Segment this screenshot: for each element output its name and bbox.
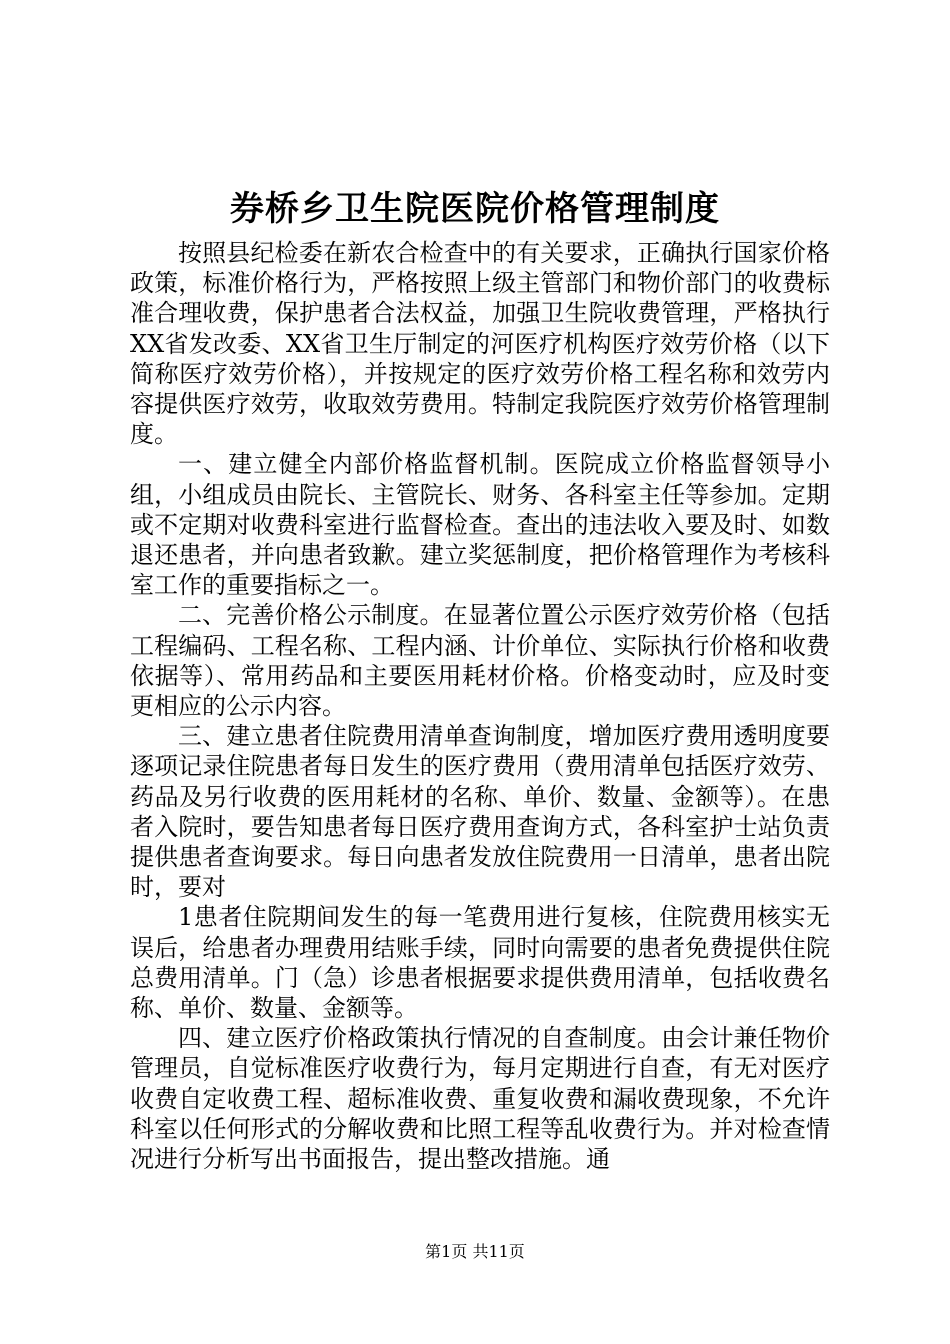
document-body — [130, 238, 830, 1174]
page-footer: 第1页 共11页 — [425, 1242, 525, 1261]
paragraph-section-3-continued: 1患者住院期间发生的每一笔费用进行复核，住院费用核实无误后，给患者办理费用结账手续，同时向需要的患者免费提供住院总费用清单。门（急）诊患者根据要求提供费用清单，包括收费名称、单价、数量、金额等。 — [130, 903, 830, 1023]
paragraph-intro: 按照县纪检委在新农合检查中的有关要求，正确执行国家价格政策，标准价格行为，严格按照上级主管部门和物价部门的收费标准合理收费，保护患者合法权益，加强卫生院收费管理，严格执行XX省发改委、XX省卫生厅制定的河医疗机构医疗效劳价格（以下简称医疗效劳价格），并按规定的医疗效劳价格工程名称和效劳内容提供医疗效劳，收取效劳费用。特制定我院医疗效劳价格管理制度。 — [130, 239, 830, 449]
paragraph-section-3: 三、建立患者住院费用清单查询制度，增加医疗费用透明度要逐项记录住院患者每日发生的医疗费用（费用清单包括医疗效劳、药品及另行收费的医用耗材的名称、单价、数量、金额等）。在患者入院时，要告知患者每日医疗费用查询方式，各科室护士站负责提供患者查询要求。每日向患者发放住院费用一日清单，患者出院时，要对 — [130, 722, 830, 902]
paragraph-section-1: 一、建立健全内部价格监督机制。医院成立价格监督领导小组，小组成员由院长、主管院长、财务、各科室主任等参加。定期或不定期对收费科室进行监督检查。查出的违法收入要及时、如数退还患者，并向患者致歉。建立奖惩制度，把价格管理作为考核科室工作的重要指标之一。 — [130, 450, 830, 600]
paragraph-section-4: 四、建立医疗价格政策执行情况的自查制度。由会计兼任物价管理员，自觉标准医疗收费行为，每月定期进行自查，有无对医疗收费自定收费工程、超标准收费、重复收费和漏收费现象，不允许科室以任何形式的分解收费和比照工程等乱收费行为。并对检查情况进行分析写出书面报告，提出整改措施。通 — [130, 1024, 830, 1174]
paragraph-section-2: 二、完善价格公示制度。在显著位置公示医疗效劳价格（包括工程编码、工程名称、工程内涵、计价单位、实际执行价格和收费依据等）、常用药品和主要医用耗材价格。价格变动时，应及时变更相应的公示内容。 — [130, 601, 830, 721]
document-title: 券桥乡卫生院医院价格管理制度 — [230, 189, 720, 229]
